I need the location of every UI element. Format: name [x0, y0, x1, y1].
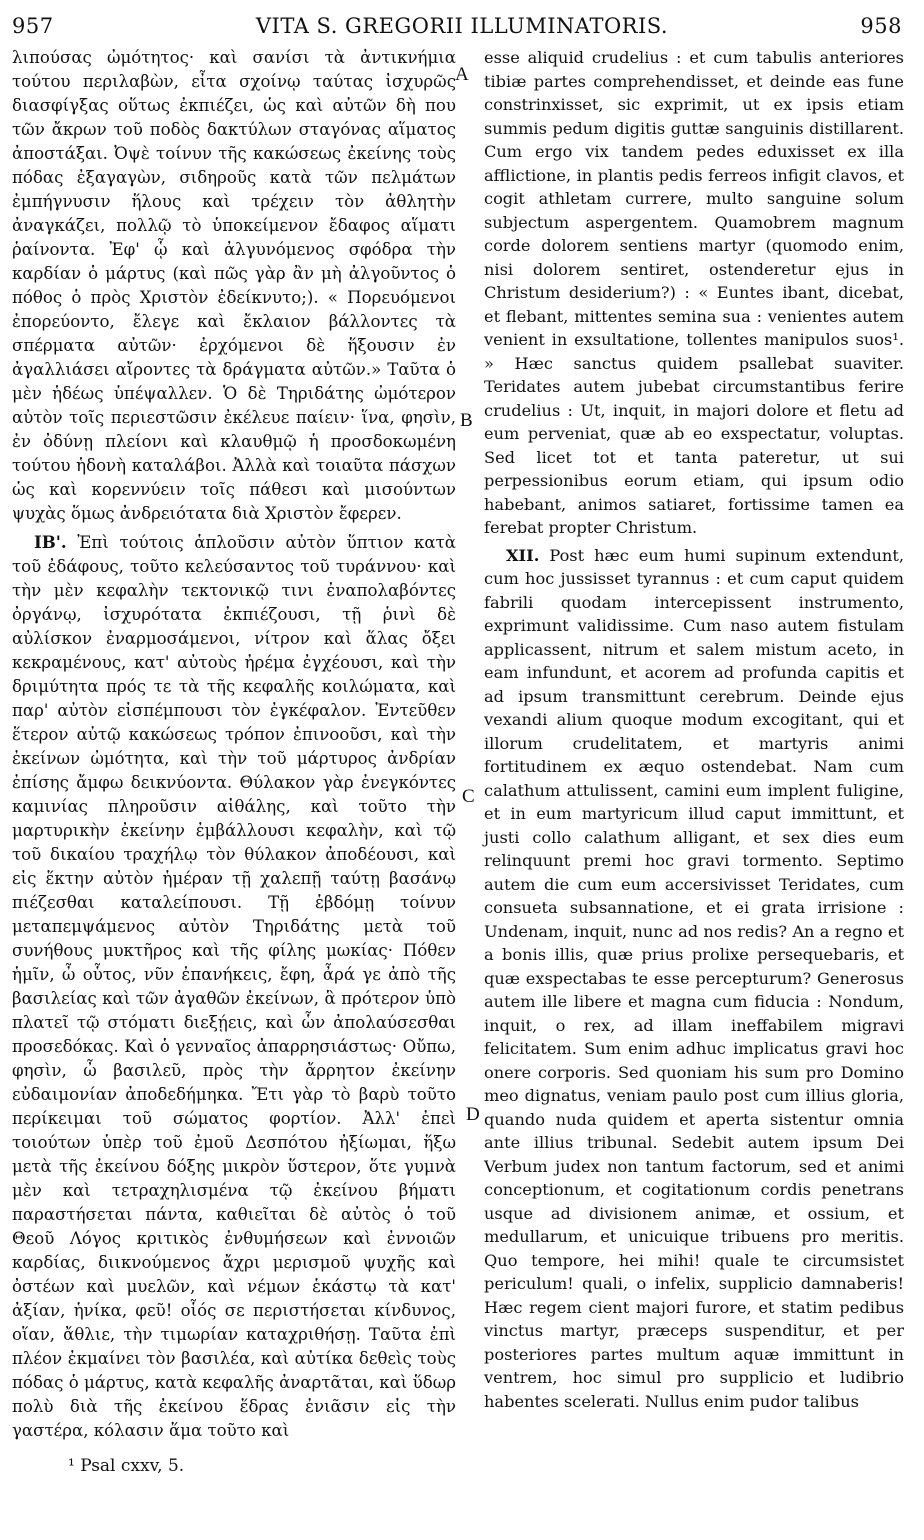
- latin-paragraph-1: esse aliquid crudelius : et cum tabulis anteriores tibiæ partes comprehendisset, et deinde eas fune constrinxisset, sic exprimit, ut ex ipsis etiam summis pedum digitis guttæ sanguinis distillarent. Cum ergo vix tandem pedes eduxisset ex illa afflictione, in plantis pedis ferreos infigit clavos, et cogit athletam currere, multo sanguine solum subjectum aspergentem. Quamobrem magnum corde dolorem sentiens martyr (quomodo enim, nisi dolorem sentiret, ostenderetur ejus in Christum desiderium?) : « Euntes ibant, dicebat, et flebant, mittentes semina sua : venientes autem venient in exsultatione, tollentes manipulos suos¹. » Hæc sanctus quidem psallebat suaviter. Teridates autem jubebat circumstantibus ferire crudelius : Ut, inquit, in majori dolore et fletu ad eum perveniat, quæ ab eo exspectatur, voluptas. Sed licet tot et tanta pateretur, ut sui perpessionibus eorum etiam, qui ipsum odio habebant, animos satiaret, fortissime tamen ea ferebat propter Christum.: [484, 48, 904, 537]
- footnote: ¹ Psal cxxv, 5.: [68, 1456, 185, 1476]
- greek-paragraph-1: λιπούσας ὠμότητος· καὶ σανίσι τὰ ἀντικνήμια τούτου περιλαβὼν, εἶτα σχοίνῳ ταύτας ἰσχυρῶς διασφίγξας οὕτως ἐκπιέζει, ὡς καὶ αὐτῶν δὴ που τῶν ἄκρων τοῦ ποδὸς δακτύλων σταγόνας αἵματος ἀποστάξαι. Ὀψὲ τοίνυν τῆς κακώσεως ἐκείνης τοὺς πόδας ἐξαγαγὼν, σιδηροῦς κατὰ τῶν πελμάτων ἐμπήγνυσιν ἥλους καὶ τρέχειν τὸν ἀθλητὴν ἀναγκάζει, πολλῷ τὸ ὑποκείμενον ἔδαφος αἵματι ῥαίνοντα. Ἐφ' ᾧ καὶ ἀλγυνόμενος σφόδρα τὴν καρδίαν ὁ μάρτυς (καὶ πῶς γὰρ ἂν μὴ ἀλγοῦντος ὁ πόθος ὁ πρὸς Χριστὸν ἐδείκνυτο;). « Πορευόμενοι ἐπορεύοντο, ἔλεγε καὶ ἔκλαιον βάλλοντες τὰ σπέρματα αὐτῶν· ἐρχόμενοι δὲ ἥξουσιν ἐν ἀγαλλιάσει αἴροντες τὰ δράγματα αὐτῶν.» Ταῦτα ὁ μὲν ἡδέως ὑπέψαλλεν. Ὁ δὲ Τηριδάτης ὠμότερον αὐτὸν τοῖς περιεστῶσιν ἐκέλευε παίειν· ἵνα, φησὶν, ἐν ὀδύνῃ πλείονι καὶ κλαυθμῷ ἡ προσδοκωμένη τούτου ἡδονὴ καταλάβοι. Ἀλλὰ καὶ τοιαῦτα πάσχων ὡς καὶ κορεννύειν τοῖς πάθεσι καὶ μισούντων ψυχὰς ὅμως ἀνδρειότατα διὰ Χριστὸν ἔφερεν.: [12, 48, 456, 523]
- latin-paragraph-2: [484, 544, 904, 1414]
- page-number-left: 957: [12, 14, 54, 38]
- greek-section-label: ΙΒ'.: [34, 532, 67, 552]
- running-title: VITA S. GREGORII ILLUMINATORIS.: [255, 14, 669, 38]
- greek-column: [12, 46, 456, 1443]
- margin-letter-d: D: [466, 1104, 480, 1125]
- page-number-right: 958: [860, 14, 902, 38]
- margin-letter-b: B: [460, 410, 473, 431]
- margin-letter-a: A: [455, 64, 469, 85]
- running-header: [10, 14, 914, 44]
- latin-section-label: XII.: [506, 545, 540, 565]
- latin-paragraph-2-text: Post hæc eum humi supinum extendunt, cum hoc jussisset tyrannus : et cum caput quidem fabrili quodam intercepissent instrumento, exprimunt validissime. Cum naso autem fistulam applicassent, nitrum et salem mistum aceto, in eam infundunt, et acorem ad profunda capitis et ad ipsum transmittunt cerebrum. Deinde ejus vexandi alium quoque modum excogitant, qui et illorum crudelitatem, et martyris animi fortitudinem ex æquo ostendebat. Nam cum calathum attulissent, camini eum implent fuligine, et in eum martyricum illud caput immittunt, et justi collo calathum alligant, et sex dies eum relinquunt premi hoc gravi tormento. Septimo autem die cum eum accersivisset Teridates, cum consueta subsannatione, et ei grata irrisione : Undenam, inquit, nunc ad nos redis? An a regno et a bonis illis, quæ prius prolixe persequebaris, et quæ exspectabas te esse percepturum? Generosus autem ille libere et magna cum fiducia : Nondum, inquit, o rex, ad illam ineffabilem migravi felicitatem. Sum enim adhuc implicatus gravi hoc onere corporis. Sed quoniam his sum pro Domino meo dignatus, veniam paulo post cum illius gloria, quando nuda quidem et aperta sistentur omnia ante illius tribunal. Sedebit autem ipsum Dei Verbum judex non tantum factorum, sed et animi conceptionum, et cogitationum cordis penetrans usque ad divisionem animæ, et ossium, et medullarum, et unicuique tribuens pro meritis. Quo tempore, hei mihi! quale te circumsistet periculum! quali, o infelix, supplicio damnaberis! Hæc regem cient majori furore, et statim pedibus vinctus martyr, præceps suspenditur, et per posteriores partes multum aquæ immittunt in ventrem, hoc simul pro supplicio et ludibrio habentes scelerati. Nullus enim pudor talibus: [484, 545, 904, 1411]
- greek-paragraph-2-text: Ἐπὶ τούτοις ἁπλοῦσιν αὐτὸν ὕπτιον κατὰ τοῦ ἐδάφους, τοῦτο κελεύσαντος τοῦ τυράννου· καὶ τὴν μὲν κεφαλὴν τεκτονικῷ τινι ἐναπολαβόντες ὀργάνῳ, ἰσχυρότατα ἐκπιέζουσι, τῇ ῥινὶ δὲ αὐλίσκον ἐναρμοσάμενοι, νίτρον καὶ ἅλας ὄξει κεκραμένους, κατ' αὐτοὺς ἠρέμα ἐγχέουσι, καὶ τὴν δριμύτητα πρός τε τὰ τῆς κεφαλῆς κοιλώματα, καὶ παρ' αὐτὸν εἰσπέμπουσι τὸν ἐγκέφαλον. Ἐντεῦθεν ἕτερον αὐτῷ κακώσεως τρόπον ἐπινοοῦσι, καὶ τὴν ἐκείνων ὠμότητα, καὶ τὴν τοῦ μάρτυρος ἀνδρίαν ἐπίσης ἄμφω δεικνύοντα. Θύλακον γὰρ ἐνεγκόντες καμινίας πληροῦσιν αἰθάλης, καὶ τοῦτο τὴν μαρτυρικὴν ἐκείνην ἐμβάλλουσι κεφαλὴν, καὶ τῷ τοῦ δικαίου τραχήλῳ τὸν θύλακον ἀποδέουσι, καὶ εἰς ἕκτην αὐτὸν ἡμέραν τῇ χαλεπῇ ταύτῃ βασάνῳ πιέζεσθαι καταλείπουσι. Τῇ ἑβδόμῃ τοίνυν μεταπεμψάμενος αὐτὸν Τηριδάτης μετὰ τοῦ συνήθους μυκτῆρος καὶ τῆς φίλης μωκίας· Πόθεν ἡμῖν, ὦ οὗτος, νῦν ἐπανήκεις, ἔφη, ἆρά γε ἀπὸ τῆς βασιλείας καὶ τῶν ἀγαθῶν ἐκείνων, ἃ πρότερον ὑπὸ πλατεῖ τῷ στόματι διεξῄεις, καὶ ὧν ἀπολαύσεσθαι προσεδόκας. Καὶ ὁ γενναῖος ἀπαρρησιάστως· Οὔπω, φησὶν, ὦ βασιλεῦ, πρὸς τὴν ἄρρητον ἐκείνην εὐδαιμονίαν ἀποδεδήμηκα. Ἔτι γὰρ τὸ βαρὺ τοῦτο περίκειμαι τοῦ σώματος φορτίον. Ἀλλ' ἐπεὶ τοιούτων ὑπὲρ τοῦ ἐμοῦ Δεσπότου ἠξίωμαι, ἥξω μετὰ τῆς ἐκείνου δόξης μικρὸν ὕστερον, ὅτε γυμνὰ μὲν καὶ τετραχηλισμένα τῷ ἐκείνου βήματι παραστήσεται πάντα, καθιεῖται δὲ αὐτὸς ὁ τοῦ Θεοῦ Λόγος κριτικὸς ἐνθυμήσεων καὶ ἐννοιῶν καρδίας, διικνούμενος ἄχρι μερισμοῦ ψυχῆς καὶ ὀστέων καὶ μυελῶν, καὶ νέμων ἑκάστῳ τὰ κατ' ἀξίαν, ἡνίκα, φεῦ! οἷός σε περιστήσεται κίνδυνος, οἵαν, ἄθλιε, τὴν τιμωρίαν καταχριθήσῃ. Ταῦτα ἐπὶ πλέον ἐκμαίνει τὸν βασιλέα, καὶ αὐτίκα δεθεὶς τοὺς πόδας ὁ μάρτυς, κατὰ κεφαλῆς ἀναρτᾶται, καὶ ὕδωρ πολὺ διὰ τῆς ἐκείνου ἕδρας ἐνιᾶσιν εἰς τὴν γαστέρα, κόλασιν ἅμα τοῦτο καὶ: [12, 533, 456, 1440]
- margin-letter-c: C: [462, 786, 475, 807]
- latin-column: [484, 46, 904, 1413]
- greek-paragraph-2: [12, 530, 456, 1443]
